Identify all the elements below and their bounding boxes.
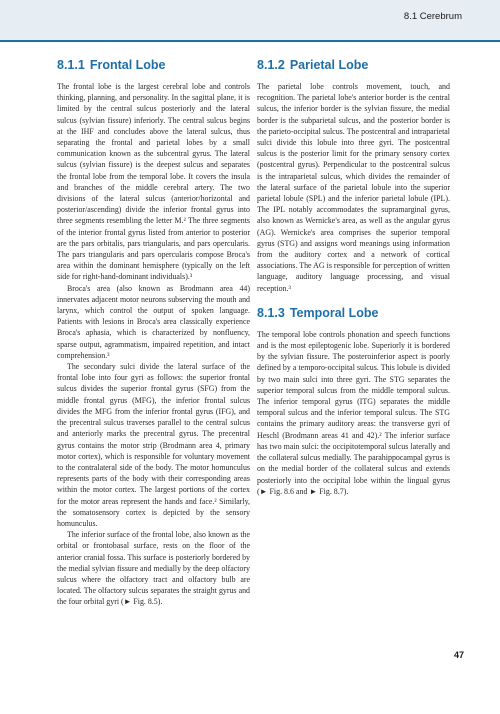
paragraph: The secondary sulci divide the lateral surface of the frontal lobe into four gyri as follows: the superior frontal sulcus divides the superior frontal gyrus (SFG) from the middle frontal gyrus (MFG), the inferior frontal sulcus divides the MFG from the inferior frontal gyrus (IFG), and the precentral sulcus traverses parallel to the central sulcus and anteriorly marks the precentral gyrus. The precentral gyrus contains the motor strip (Brodmann area 4, primary motor cortex), which is responsible for voluntary movement to the contralateral side of the body. The motor homunculus represents parts of the body with their corresponding areas within the motor cortex. The largest portions of the cortex for the motor areas represent the hands and face.² Similarly, the somatosensory cortex is depicted by the sensory homunculus. bbox=[57, 362, 250, 528]
section-parietal-lobe bbox=[257, 58, 450, 294]
paragraph: The parietal lobe controls movement, touch, and recognition. The parietal lobe's anterior border is the central sulcus, the inferior border is the sylvian fissure, the medial border is the subparietal sulcus, and the posterior border is the parieto-occipital sulcus. The postcentral and intraparietal sulci divide this lobule into three gyri. The postcentral sulcus is the posterior limit for the primary sensory cortex (postcentral gyrus). Perpendicular to the postcentral sulcus is the intraparietal sulcus, which divides the remainder of the lateral surface of the parietal lobule into the superior parietal lobule (SPL) and the inferior parietal lobule (IPL). The IPL notably accommodates the supramarginal gyrus, also known as Wernicke's area, as well as the angular gyrus (AG). Wernicke's area comprises the superior temporal gyrus (STG) and assigns word meanings using information from the auditory cortex and a network of cortical associations. The AG is responsible for perception of written language, auditory language processing, and visual reception.³ bbox=[257, 82, 450, 293]
left-column bbox=[57, 58, 250, 620]
section-frontal-lobe bbox=[57, 58, 250, 608]
section-number: 8.1.1 bbox=[57, 58, 85, 72]
section-heading-parietal bbox=[257, 58, 450, 72]
running-header bbox=[0, 0, 500, 40]
section-title: Temporal Lobe bbox=[289, 305, 379, 320]
section-heading-frontal bbox=[57, 58, 250, 72]
paragraph: The temporal lobe controls phonation and speech functions and is the most epileptogenic lobe. Superiorly it is bordered by the sylvian fissure. The posteroinferior aspect is poorly defined by a temporo-occipital sulcus. This lobule is divided by two main sulci into three gyri. The STG separates the superior temporal sulcus from the middle temporal sulcus. The inferior temporal gyrus (ITG) separates the middle temporal sulcus and the inferior temporal sulcus. The STG contains the primary auditory areas: the transverse gyri of Heschl (Brodmann areas 41 and 42).² The inferior surface has two main sulci: the occipitotemporal sulcus laterally and the collateral sulcus medially. The parahippocampal gyrus is on the medial border of the collateral sulcus and extends posteriorly into the occipital lobe within the lingual gyrus (► Fig. 8.6 and ► Fig. 8.7). bbox=[257, 329, 450, 496]
section-heading-temporal bbox=[257, 306, 450, 320]
header-divider bbox=[0, 40, 500, 42]
paragraph: Broca's area (also known as Brodmann area 44) innervates adjacent motor neurons subserving the mouth and larynx, which control the output of spoken language. Patients with lesions in Broca's area classically experience Broca's aphasia, which is characterized by nonfluency, sparse output, agrammatism, impaired repetition, and intact comprehension.³ bbox=[57, 283, 250, 360]
paragraph: The frontal lobe is the largest cerebral lobe and controls thinking, planning, and personality. In the sagittal plane, it is limited by the central sulcus posteriorly and the lateral sulcus (sylvian fissure) inferiorly. The central sulcus begins at the IHF and concludes above the lateral sulcus, thus separating the frontal and parietal lobes by a small communication known as the subcentral gyrus. The lateral sulcus (sylvian fissure) is the deepest sulcus and separates the frontal lobe from the temporal lobe. It covers the insula and branches of the middle cerebral artery. The two divisions of the lateral sulcus (anterior/horizontal and posterior/ascending) divide the inferior frontal gyrus into three segments resembling the letter M.² The three segments of the interior frontal gyrus listed from anterior to posterior are the pars orbitalis, pars triangularis, and pars opercularis. The pars triangularis and pars opercularis compose Broca's area within the dominant hemisphere (typically on the left side for right-hand-dominant individuals).³ bbox=[57, 82, 250, 282]
right-column bbox=[257, 58, 450, 509]
section-temporal-lobe bbox=[257, 306, 450, 497]
chapter-title: 8.1 Cerebrum bbox=[403, 11, 462, 22]
paragraph: The inferior surface of the frontal lobe, also known as the orbital or frontobasal surface, rests on the floor of the anterior cranial fossa. This surface is posteriorly bordered by the medial sylvian fissure and medially by the deep olfactory sulcus where the olfactory tract and olfactory bulb are located. The olfactory sulcus separates the straight gyrus and the four orbital gyri (► Fig. 8.5). bbox=[57, 530, 250, 607]
section-number: 8.1.2 bbox=[257, 58, 285, 72]
section-title: Frontal Lobe bbox=[89, 58, 166, 72]
section-number: 8.1.3 bbox=[257, 305, 285, 320]
page-number: 47 bbox=[453, 650, 464, 660]
section-title: Parietal Lobe bbox=[289, 58, 369, 72]
